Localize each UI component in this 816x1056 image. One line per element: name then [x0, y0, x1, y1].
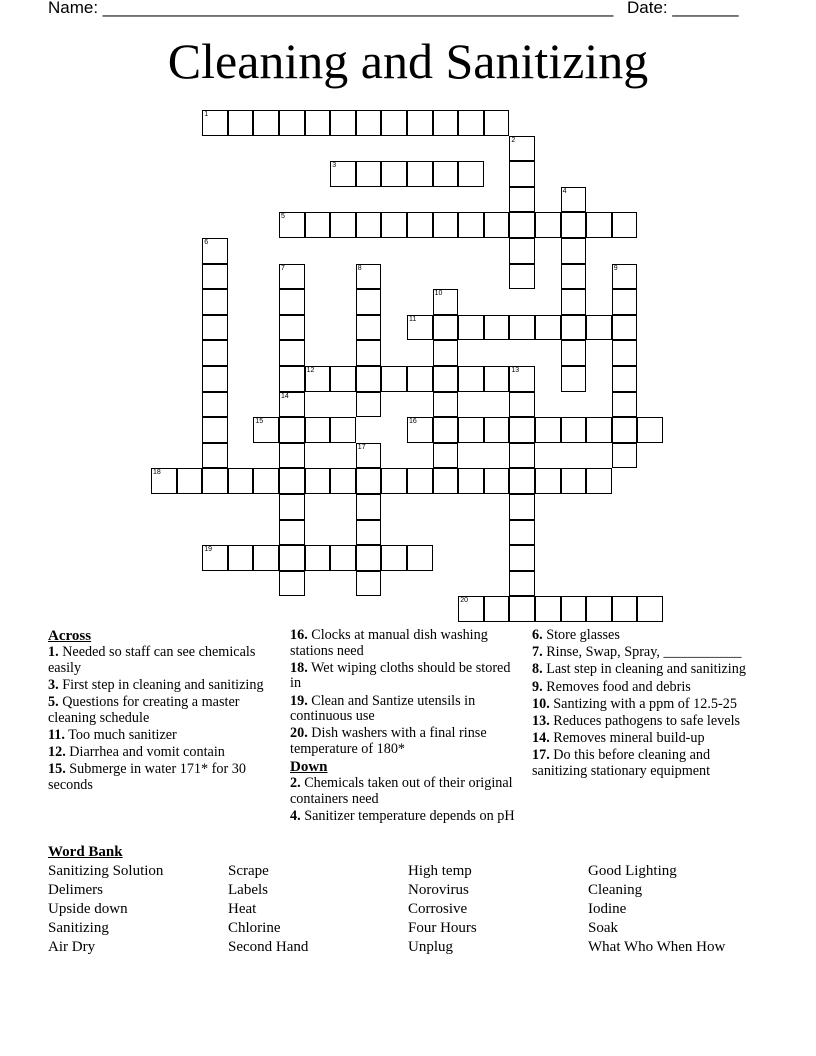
crossword-cell[interactable]: [561, 315, 587, 341]
crossword-cell[interactable]: [586, 417, 612, 443]
crossword-cell[interactable]: [561, 187, 587, 213]
crossword-cell[interactable]: [612, 417, 638, 443]
crossword-cell[interactable]: [458, 468, 484, 494]
across-clue-list: [48, 645, 270, 793]
name-field: Name: ______________________________________________________: [48, 0, 614, 17]
crossword-cell[interactable]: [228, 110, 254, 136]
crossword-cell[interactable]: [305, 545, 331, 571]
clue: [290, 694, 515, 725]
crossword-cell[interactable]: [202, 289, 228, 315]
clue-number: 13.: [532, 712, 550, 729]
clue-number: 20.: [290, 725, 308, 742]
clue-text: First step in cleaning and sanitizing: [58, 676, 264, 693]
crossword-cell[interactable]: [612, 443, 638, 469]
crossword-cell[interactable]: [484, 596, 510, 622]
crossword-cell[interactable]: [253, 110, 279, 136]
word-bank-item: Soak: [588, 920, 618, 936]
word-bank-item: Sanitizing Solution: [48, 863, 164, 879]
word-bank-item: High temp: [408, 863, 472, 879]
down-clue-list-continued: [532, 628, 757, 780]
crossword-cell[interactable]: [458, 417, 484, 443]
crossword-cell[interactable]: [202, 340, 228, 366]
crossword-cell[interactable]: [330, 545, 356, 571]
clue-number: 7.: [532, 644, 543, 661]
clue-text: Santizing with a ppm of 12.5-25: [549, 695, 737, 712]
crossword-cell[interactable]: [433, 468, 459, 494]
crossword-cell[interactable]: [561, 238, 587, 264]
crossword-cell[interactable]: [561, 366, 587, 392]
clue: [532, 680, 757, 696]
crossword-cell[interactable]: [484, 417, 510, 443]
word-bank-item: Heat: [228, 901, 257, 917]
clue-text: Clean and Santize utensils in continuous use: [290, 692, 476, 725]
crossword-cell[interactable]: [305, 468, 331, 494]
clue-number: 2.: [290, 775, 301, 792]
clue-number: 3.: [48, 676, 59, 693]
clue-number: 16.: [290, 627, 308, 643]
crossword-cell[interactable]: [433, 417, 459, 443]
crossword-cell[interactable]: [509, 571, 535, 597]
clue: [532, 662, 757, 678]
clue: [532, 645, 757, 661]
crossword-cell[interactable]: [637, 417, 663, 443]
crossword-cell[interactable]: [484, 468, 510, 494]
clue-text: Do this before cleaning and sanitizing stationary equipment: [532, 747, 711, 779]
crossword-cell[interactable]: [458, 315, 484, 341]
clue-number: 1: [204, 111, 209, 118]
crossword-cell[interactable]: [279, 340, 305, 366]
crossword-cell[interactable]: [509, 468, 535, 494]
crossword-cell[interactable]: [509, 366, 535, 392]
clue-text: Reduces pathogens to safe levels: [549, 712, 741, 729]
clue-number: 9: [613, 264, 618, 272]
clue-number: 19.: [290, 692, 308, 709]
crossword-cell[interactable]: [433, 212, 459, 238]
crossword-cell[interactable]: [381, 468, 407, 494]
clue-number: 14: [281, 392, 289, 400]
crossword-cell[interactable]: [433, 366, 459, 392]
clue-number: 15.: [48, 761, 66, 778]
crossword-cell[interactable]: [279, 110, 305, 136]
word-bank-item: Unplug: [408, 939, 453, 955]
crossword-cell[interactable]: [561, 264, 587, 290]
clue-text: Too much sanitizer: [64, 726, 177, 743]
clue-text: Chemicals taken out of their original containers need: [290, 775, 513, 807]
clue-number: 9.: [532, 678, 543, 695]
clue-number: 10: [434, 290, 443, 298]
crossword-cell[interactable]: [509, 238, 535, 264]
crossword-cell[interactable]: [202, 264, 228, 290]
crossword-cell[interactable]: [202, 315, 228, 341]
crossword-cell[interactable]: [279, 289, 305, 315]
crossword-cell[interactable]: [356, 392, 382, 418]
clue: [290, 809, 515, 825]
clue-number: 3: [332, 162, 337, 170]
crossword-cell[interactable]: [253, 417, 279, 443]
crossword-cell[interactable]: [484, 110, 510, 136]
crossword-cell[interactable]: [509, 443, 535, 469]
crossword-cell[interactable]: [202, 443, 228, 469]
down-heading: Down: [290, 759, 328, 776]
crossword-cell[interactable]: [433, 315, 459, 341]
crossword-cell[interactable]: [433, 110, 459, 136]
clue-number: 10.: [532, 695, 550, 712]
crossword-cell[interactable]: [484, 212, 510, 238]
word-bank-item: Sanitizing: [48, 920, 109, 936]
word-bank-item: Delimers: [48, 882, 103, 898]
crossword-cell[interactable]: [407, 468, 433, 494]
crossword-cell[interactable]: [586, 212, 612, 238]
crossword-cell[interactable]: [279, 494, 305, 520]
clue-number: 4.: [290, 807, 301, 824]
crossword-cell[interactable]: [356, 443, 382, 469]
crossword-cell[interactable]: [151, 468, 177, 494]
crossword-cell[interactable]: [484, 315, 510, 341]
clue-number: 13: [511, 367, 520, 374]
clue-text: Dish washers with a final rinse temperature of 180*: [290, 725, 487, 757]
crossword-cell[interactable]: [177, 468, 203, 494]
crossword-cell[interactable]: [586, 315, 612, 341]
crossword-cell[interactable]: [330, 212, 356, 238]
crossword-cell[interactable]: [612, 366, 638, 392]
crossword-cell[interactable]: [535, 212, 561, 238]
clue-number: 18: [153, 469, 161, 477]
crossword-cell[interactable]: [279, 264, 305, 290]
crossword-cell[interactable]: [458, 161, 484, 187]
clue-number: 5: [281, 213, 285, 221]
clue-number: 19: [204, 546, 212, 554]
word-bank-item: Chlorine: [228, 920, 281, 936]
clue-text: Questions for creating a master cleaning schedule: [48, 693, 240, 726]
crossword-cell[interactable]: [279, 366, 305, 392]
clue-text: Store glasses: [542, 627, 620, 643]
clue: [48, 645, 270, 676]
crossword-cell[interactable]: [561, 417, 587, 443]
crossword-cell[interactable]: [356, 366, 382, 392]
clue: [48, 678, 270, 694]
crossword-cell[interactable]: [381, 212, 407, 238]
clue-number: 20: [460, 597, 468, 605]
clue-number: 17: [357, 443, 366, 451]
crossword-cell[interactable]: [561, 340, 587, 366]
word-bank-item: Iodine: [588, 901, 627, 917]
crossword-cell[interactable]: [612, 315, 638, 341]
crossword-cell[interactable]: [612, 289, 638, 315]
crossword-cell[interactable]: [535, 596, 561, 622]
crossword-cell[interactable]: [279, 212, 305, 238]
crossword-cell[interactable]: [279, 468, 305, 494]
crossword-cell[interactable]: [330, 366, 356, 392]
clue: [290, 661, 515, 692]
clue: [532, 714, 757, 730]
word-bank-item: Norovirus: [408, 882, 469, 898]
clue-number: 18.: [290, 659, 308, 676]
crossword-cell[interactable]: [279, 315, 305, 341]
crossword-cell[interactable]: [356, 545, 382, 571]
crossword-cell[interactable]: [305, 212, 331, 238]
crossword-cell[interactable]: [356, 494, 382, 520]
crossword-cell[interactable]: [561, 596, 587, 622]
word-bank-item: Air Dry: [48, 939, 96, 955]
clue-number: 12: [306, 367, 315, 374]
crossword-cell[interactable]: [202, 392, 228, 418]
across-clue-list-continued: [290, 628, 515, 758]
clues-column-3: [532, 628, 757, 781]
clue-text: Rinse, Swap, Spray, ___________: [542, 644, 742, 661]
crossword-cell[interactable]: [407, 366, 433, 392]
crossword-cell[interactable]: [356, 110, 382, 136]
crossword-cell[interactable]: [305, 417, 331, 443]
clue-number: 15: [255, 418, 264, 426]
crossword-cell[interactable]: [509, 417, 535, 443]
word-bank-item: Cleaning: [588, 882, 643, 898]
down-clue-list: [290, 776, 515, 824]
crossword-cell[interactable]: [356, 289, 382, 315]
crossword-cell[interactable]: [228, 468, 254, 494]
word-bank-title: Word Bank: [48, 844, 123, 860]
word-bank-item: Labels: [228, 882, 268, 898]
word-bank-item: What Who When How: [588, 939, 726, 955]
clue: [532, 748, 757, 779]
date-field: Date: _______: [627, 0, 739, 17]
crossword-cell[interactable]: [381, 545, 407, 571]
clue-number: 6: [204, 239, 209, 246]
crossword-cell[interactable]: [586, 596, 612, 622]
crossword-cell[interactable]: [509, 545, 535, 571]
crossword-cell[interactable]: [612, 392, 638, 418]
crossword-cell[interactable]: [433, 443, 459, 469]
crossword-cell[interactable]: [356, 520, 382, 546]
crossword-cell[interactable]: [202, 545, 228, 571]
crossword-cell[interactable]: [458, 596, 484, 622]
crossword-cell[interactable]: [458, 212, 484, 238]
crossword-cell[interactable]: [509, 596, 535, 622]
crossword-cell[interactable]: [253, 545, 279, 571]
clue: [290, 628, 515, 659]
crossword-cell[interactable]: [381, 110, 407, 136]
crossword-cell[interactable]: [279, 443, 305, 469]
crossword-cell[interactable]: [279, 520, 305, 546]
clue: [290, 726, 515, 757]
crossword-cell[interactable]: [228, 545, 254, 571]
crossword-cell[interactable]: [202, 468, 228, 494]
word-bank-item: Upside down: [48, 901, 128, 917]
clue-number: 12.: [48, 743, 66, 760]
crossword-cell[interactable]: [330, 110, 356, 136]
clue-number: 11.: [48, 726, 65, 743]
word-bank-item: Scrape: [228, 863, 269, 879]
clue-text: Submerge in water 171* for 30 seconds: [48, 761, 246, 793]
crossword-cell[interactable]: [509, 212, 535, 238]
crossword-cell[interactable]: [279, 392, 305, 418]
word-bank-item: Four Hours: [408, 920, 477, 936]
crossword-cell[interactable]: [612, 212, 638, 238]
clue-number: 16: [409, 418, 417, 426]
clue: [48, 762, 270, 793]
crossword-cell[interactable]: [535, 315, 561, 341]
crossword-cell[interactable]: [202, 366, 228, 392]
crossword-cell[interactable]: [407, 212, 433, 238]
crossword-cell[interactable]: [356, 212, 382, 238]
crossword-cell[interactable]: [433, 161, 459, 187]
crossword-cell[interactable]: [407, 417, 433, 443]
crossword-cell[interactable]: [407, 110, 433, 136]
clue: [48, 728, 270, 744]
clue-number: 4: [562, 187, 567, 195]
crossword-cell[interactable]: [433, 340, 459, 366]
crossword-cell[interactable]: [612, 264, 638, 290]
crossword-cell[interactable]: [356, 161, 382, 187]
crossword-cell[interactable]: [509, 161, 535, 187]
clue-number: 11: [409, 315, 417, 323]
crossword-cell[interactable]: [509, 392, 535, 418]
crossword-cell[interactable]: [330, 468, 356, 494]
crossword-cell[interactable]: [458, 366, 484, 392]
crossword-cell[interactable]: [535, 417, 561, 443]
clue: [48, 695, 270, 726]
crossword-cell[interactable]: [305, 366, 331, 392]
crossword-cell[interactable]: [433, 289, 459, 315]
crossword-cell[interactable]: [509, 315, 535, 341]
crossword-cell[interactable]: [407, 315, 433, 341]
crossword-cell[interactable]: [509, 187, 535, 213]
crossword-cell[interactable]: [509, 520, 535, 546]
crossword-cell[interactable]: [279, 417, 305, 443]
word-bank-item: Second Hand: [228, 939, 309, 955]
across-heading: Across: [48, 628, 92, 644]
clue-text: Needed so staff can see chemicals easily: [48, 644, 256, 676]
crossword-cell[interactable]: [561, 468, 587, 494]
word-bank-item: Corrosive: [408, 901, 468, 917]
crossword-cell[interactable]: [612, 340, 638, 366]
clue-number: 17.: [532, 747, 550, 764]
crossword-cell[interactable]: [356, 315, 382, 341]
crossword-cell[interactable]: [637, 596, 663, 622]
clue-number: 6.: [532, 627, 543, 643]
crossword-cell[interactable]: [535, 468, 561, 494]
crossword-cell[interactable]: [509, 494, 535, 520]
word-bank-item: Good Lighting: [588, 863, 677, 879]
clue-text: Removes mineral build-up: [549, 730, 705, 747]
clue-text: Removes food and debris: [542, 678, 691, 695]
crossword-cell[interactable]: [330, 161, 356, 187]
crossword-cell[interactable]: [561, 289, 587, 315]
crossword-cell[interactable]: [586, 468, 612, 494]
page-title: Cleaning and Sanitizing: [167, 33, 649, 89]
crossword-cell[interactable]: [305, 110, 331, 136]
crossword-cell[interactable]: [253, 468, 279, 494]
clue-number: 1.: [48, 644, 59, 660]
crossword-cell[interactable]: [561, 212, 587, 238]
crossword-cell[interactable]: [202, 110, 228, 136]
clue-number: 2: [511, 136, 516, 144]
crossword-cell[interactable]: [279, 545, 305, 571]
clue-text: Sanitizer temperature depends on pH: [300, 807, 515, 824]
clue-number: 14.: [532, 730, 550, 747]
clue-text: Last step in cleaning and sanitizing: [542, 661, 746, 678]
crossword-cell[interactable]: [356, 468, 382, 494]
crossword-cell[interactable]: [458, 110, 484, 136]
clue: [48, 745, 270, 761]
clue-text: Wet wiping cloths should be stored in: [290, 659, 511, 692]
crossword-cell[interactable]: [356, 340, 382, 366]
crossword-cell[interactable]: [279, 571, 305, 597]
crossword-cell[interactable]: [484, 366, 510, 392]
clue-number: 8.: [532, 661, 543, 678]
clue-number: 5.: [48, 693, 59, 710]
crossword-cell[interactable]: [202, 417, 228, 443]
crossword-cell[interactable]: [433, 392, 459, 418]
crossword-cell[interactable]: [509, 264, 535, 290]
crossword-cell[interactable]: [381, 366, 407, 392]
crossword-cell[interactable]: [381, 161, 407, 187]
crossword-cell[interactable]: [356, 264, 382, 290]
crossword-cell[interactable]: [612, 596, 638, 622]
clue-number: 8: [357, 264, 362, 272]
clue-number: 7: [281, 264, 285, 272]
crossword-cell[interactable]: [356, 571, 382, 597]
clues-column-2: [290, 628, 515, 826]
clue-text: Clocks at manual dish washing stations need: [290, 627, 488, 659]
crossword-cell[interactable]: [330, 417, 356, 443]
clues-column-1: [48, 628, 270, 795]
crossword-cell[interactable]: [202, 238, 228, 264]
crossword-cell[interactable]: [407, 161, 433, 187]
crossword-cell[interactable]: [509, 136, 535, 162]
crossword-cell[interactable]: [407, 545, 433, 571]
clue: [532, 628, 757, 644]
clue: [532, 697, 757, 713]
clue-text: Diarrhea and vomit contain: [65, 743, 225, 760]
clue: [290, 776, 515, 807]
clue: [532, 731, 757, 747]
